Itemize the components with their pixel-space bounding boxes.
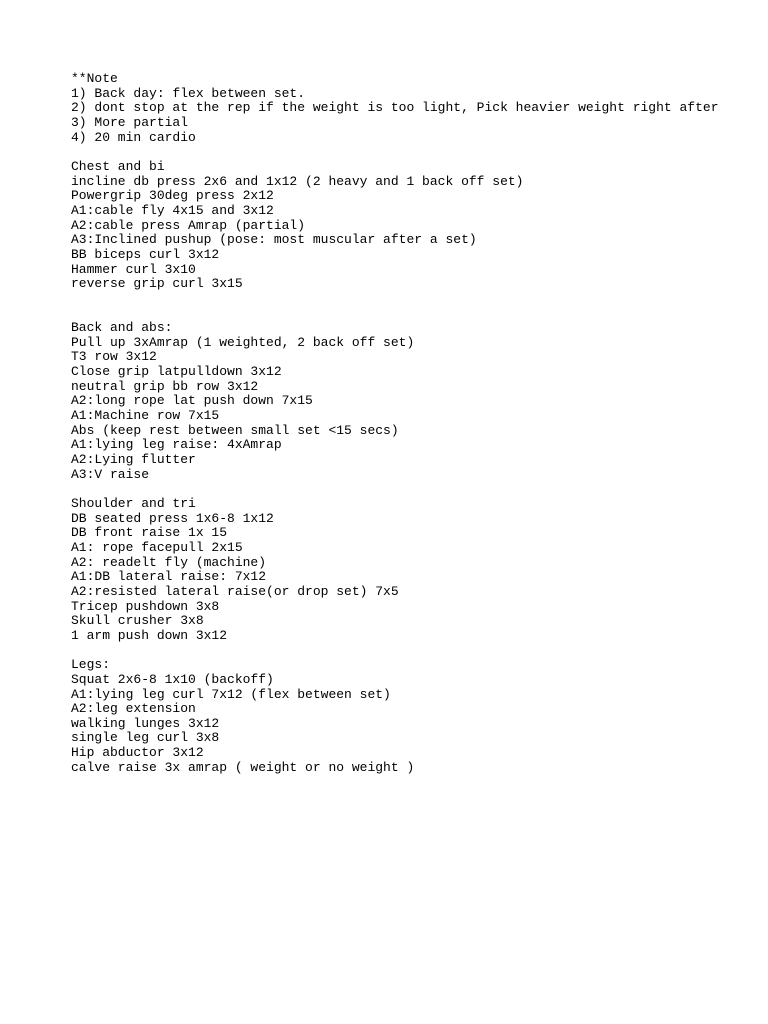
back-abs-section (71, 321, 751, 482)
exercise-line: A2:cable press Amrap (partial) (71, 217, 306, 233)
legs-section (71, 658, 751, 775)
exercise-line: A1:cable fly 4x15 and 3x12 (71, 202, 274, 218)
exercise-line: Pull up 3xAmrap (1 weighted, 2 back off set) (71, 334, 415, 350)
exercise-line: A1: rope facepull 2x15 (71, 539, 243, 555)
exercise-line: Powergrip 30deg press 2x12 (71, 188, 274, 204)
blank-line (71, 145, 751, 160)
blank-line (71, 482, 751, 497)
exercise-line: Hammer curl 3x10 (71, 261, 196, 277)
exercise-line: walking lunges 3x12 (71, 715, 220, 731)
note-item: 1) Back day: flex between set. (71, 85, 306, 101)
exercise-line: Squat 2x6-8 1x10 (backoff) (71, 671, 274, 687)
note-item: 2) dont stop at the rep if the weight is too light, Pick heavier weight right after (71, 100, 719, 116)
note-heading: **Note (71, 71, 118, 86)
exercise-line: A2:Lying flutter (71, 452, 196, 468)
exercise-line: Close grip latpulldown 3x12 (71, 364, 282, 380)
exercise-line: Abs (keep rest between small set <15 secs) (71, 422, 399, 438)
exercise-line: DB front raise 1x 15 (71, 525, 228, 541)
exercise-line: neutral grip bb row 3x12 (71, 378, 259, 394)
note-item: 4) 20 min cardio (71, 129, 196, 145)
exercise-line: Skull crusher 3x8 (71, 613, 204, 629)
exercise-line: 1 arm push down 3x12 (71, 627, 228, 643)
section-heading: Shoulder and tri (71, 495, 196, 511)
exercise-line: incline db press 2x6 and 1x12 (2 heavy and 1 back off set) (71, 173, 524, 189)
shoulder-tri-section (71, 497, 751, 644)
exercise-line: A3:Inclined pushup (pose: most muscular after a set) (71, 232, 477, 248)
exercise-line: single leg curl 3x8 (71, 730, 220, 746)
section-heading: Chest and bi (71, 158, 165, 174)
exercise-line: A2:long rope lat push down 7x15 (71, 393, 313, 409)
exercise-line: A1:Machine row 7x15 (71, 408, 220, 424)
exercise-line: A2: readelt fly (machine) (71, 554, 267, 570)
note-section (71, 72, 751, 145)
exercise-line: T3 row 3x12 (71, 349, 157, 365)
exercise-line: Hip abductor 3x12 (71, 745, 204, 761)
blank-line (71, 292, 751, 321)
exercise-line: A2:resisted lateral raise(or drop set) 7x5 (71, 583, 399, 599)
exercise-line: A1:lying leg curl 7x12 (flex between set) (71, 686, 391, 702)
exercise-line: A3:V raise (71, 466, 150, 482)
section-heading: Back and abs: (71, 320, 173, 336)
blank-line (71, 644, 751, 659)
note-item: 3) More partial (71, 114, 189, 130)
exercise-line: BB biceps curl 3x12 (71, 246, 220, 262)
exercise-line: calve raise 3x amrap ( weight or no weight ) (71, 759, 415, 775)
chest-bi-section (71, 160, 751, 292)
exercise-line: reverse grip curl 3x15 (71, 276, 243, 292)
exercise-line: A1:lying leg raise: 4xAmrap (71, 437, 282, 453)
exercise-line: A2:leg extension (71, 701, 196, 717)
section-heading: Legs: (71, 657, 111, 673)
exercise-line: Tricep pushdown 3x8 (71, 598, 220, 614)
workout-document (71, 72, 751, 775)
exercise-line: DB seated press 1x6-8 1x12 (71, 510, 274, 526)
exercise-line: A1:DB lateral raise: 7x12 (71, 569, 267, 585)
